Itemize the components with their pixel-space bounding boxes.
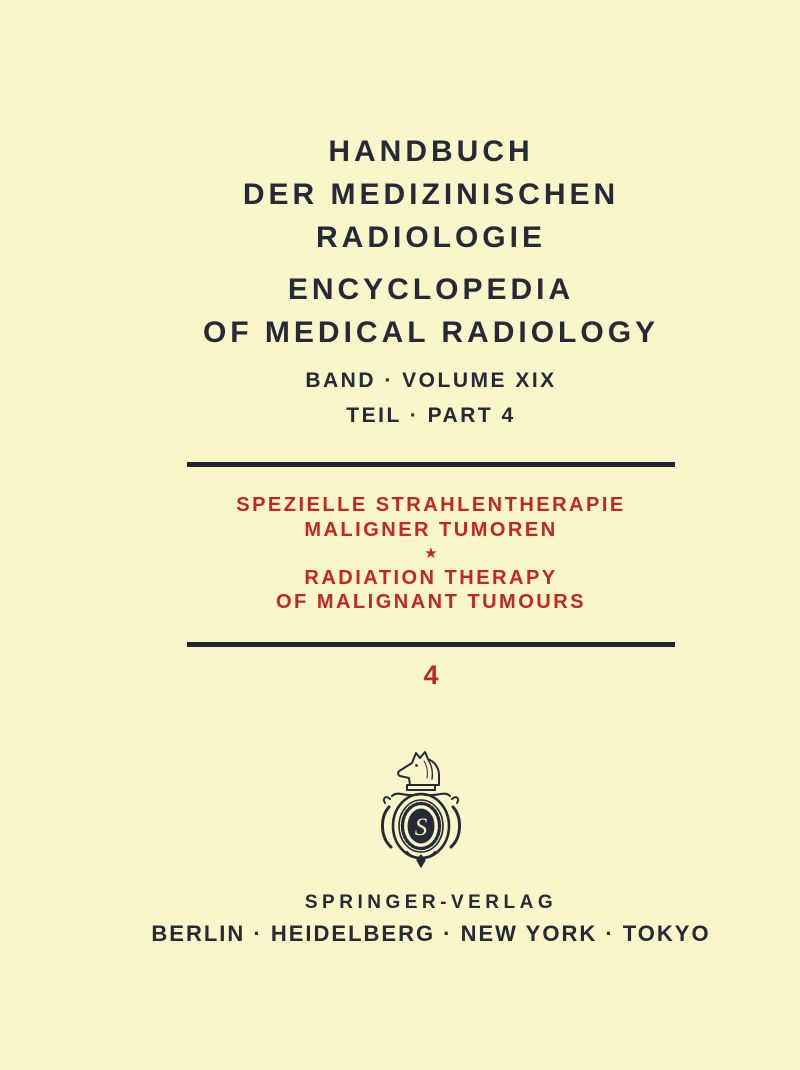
- divider-rule-bottom: [187, 642, 675, 647]
- springer-knight-crest-icon: [375, 749, 467, 869]
- star-icon: ★: [424, 545, 438, 562]
- series-title-german: [0, 130, 800, 259]
- knight-icon: [398, 752, 439, 785]
- publisher-logo: [0, 749, 800, 869]
- logo-monogram: S: [414, 814, 428, 841]
- part-number-line: TEIL · PART 4: [346, 404, 516, 427]
- series-title-line: OF MEDICAL RADIOLOGY: [202, 316, 660, 349]
- series-title-line: RADIOLOGIE: [315, 221, 546, 254]
- part-number: 4: [423, 660, 439, 690]
- series-title-line: HANDBUCH: [328, 135, 534, 168]
- volume-title-english: [0, 566, 800, 614]
- series-title-line: ENCYCLOPEDIA: [287, 273, 575, 306]
- volume-title-line: SPEZIELLE STRAHLENTHERAPIE: [236, 494, 626, 516]
- publisher-cities: BERLIN · HEIDELBERG · NEW YORK · TOKYO: [151, 921, 711, 946]
- series-title-english: [0, 268, 800, 354]
- series-title-line: DER MEDIZINISCHEN: [242, 178, 620, 211]
- volume-title-line: MALIGNER TUMOREN: [304, 519, 558, 541]
- volume-title-line: RADIATION THERAPY: [304, 567, 558, 589]
- volume-title-german: [0, 493, 800, 543]
- publisher-name: SPRINGER-VERLAG: [304, 892, 558, 913]
- divider-rule-top: [187, 462, 675, 467]
- volume-title-line: OF MALIGNANT TUMOURS: [276, 591, 586, 613]
- volume-number-line: BAND · VOLUME XIX: [305, 369, 557, 392]
